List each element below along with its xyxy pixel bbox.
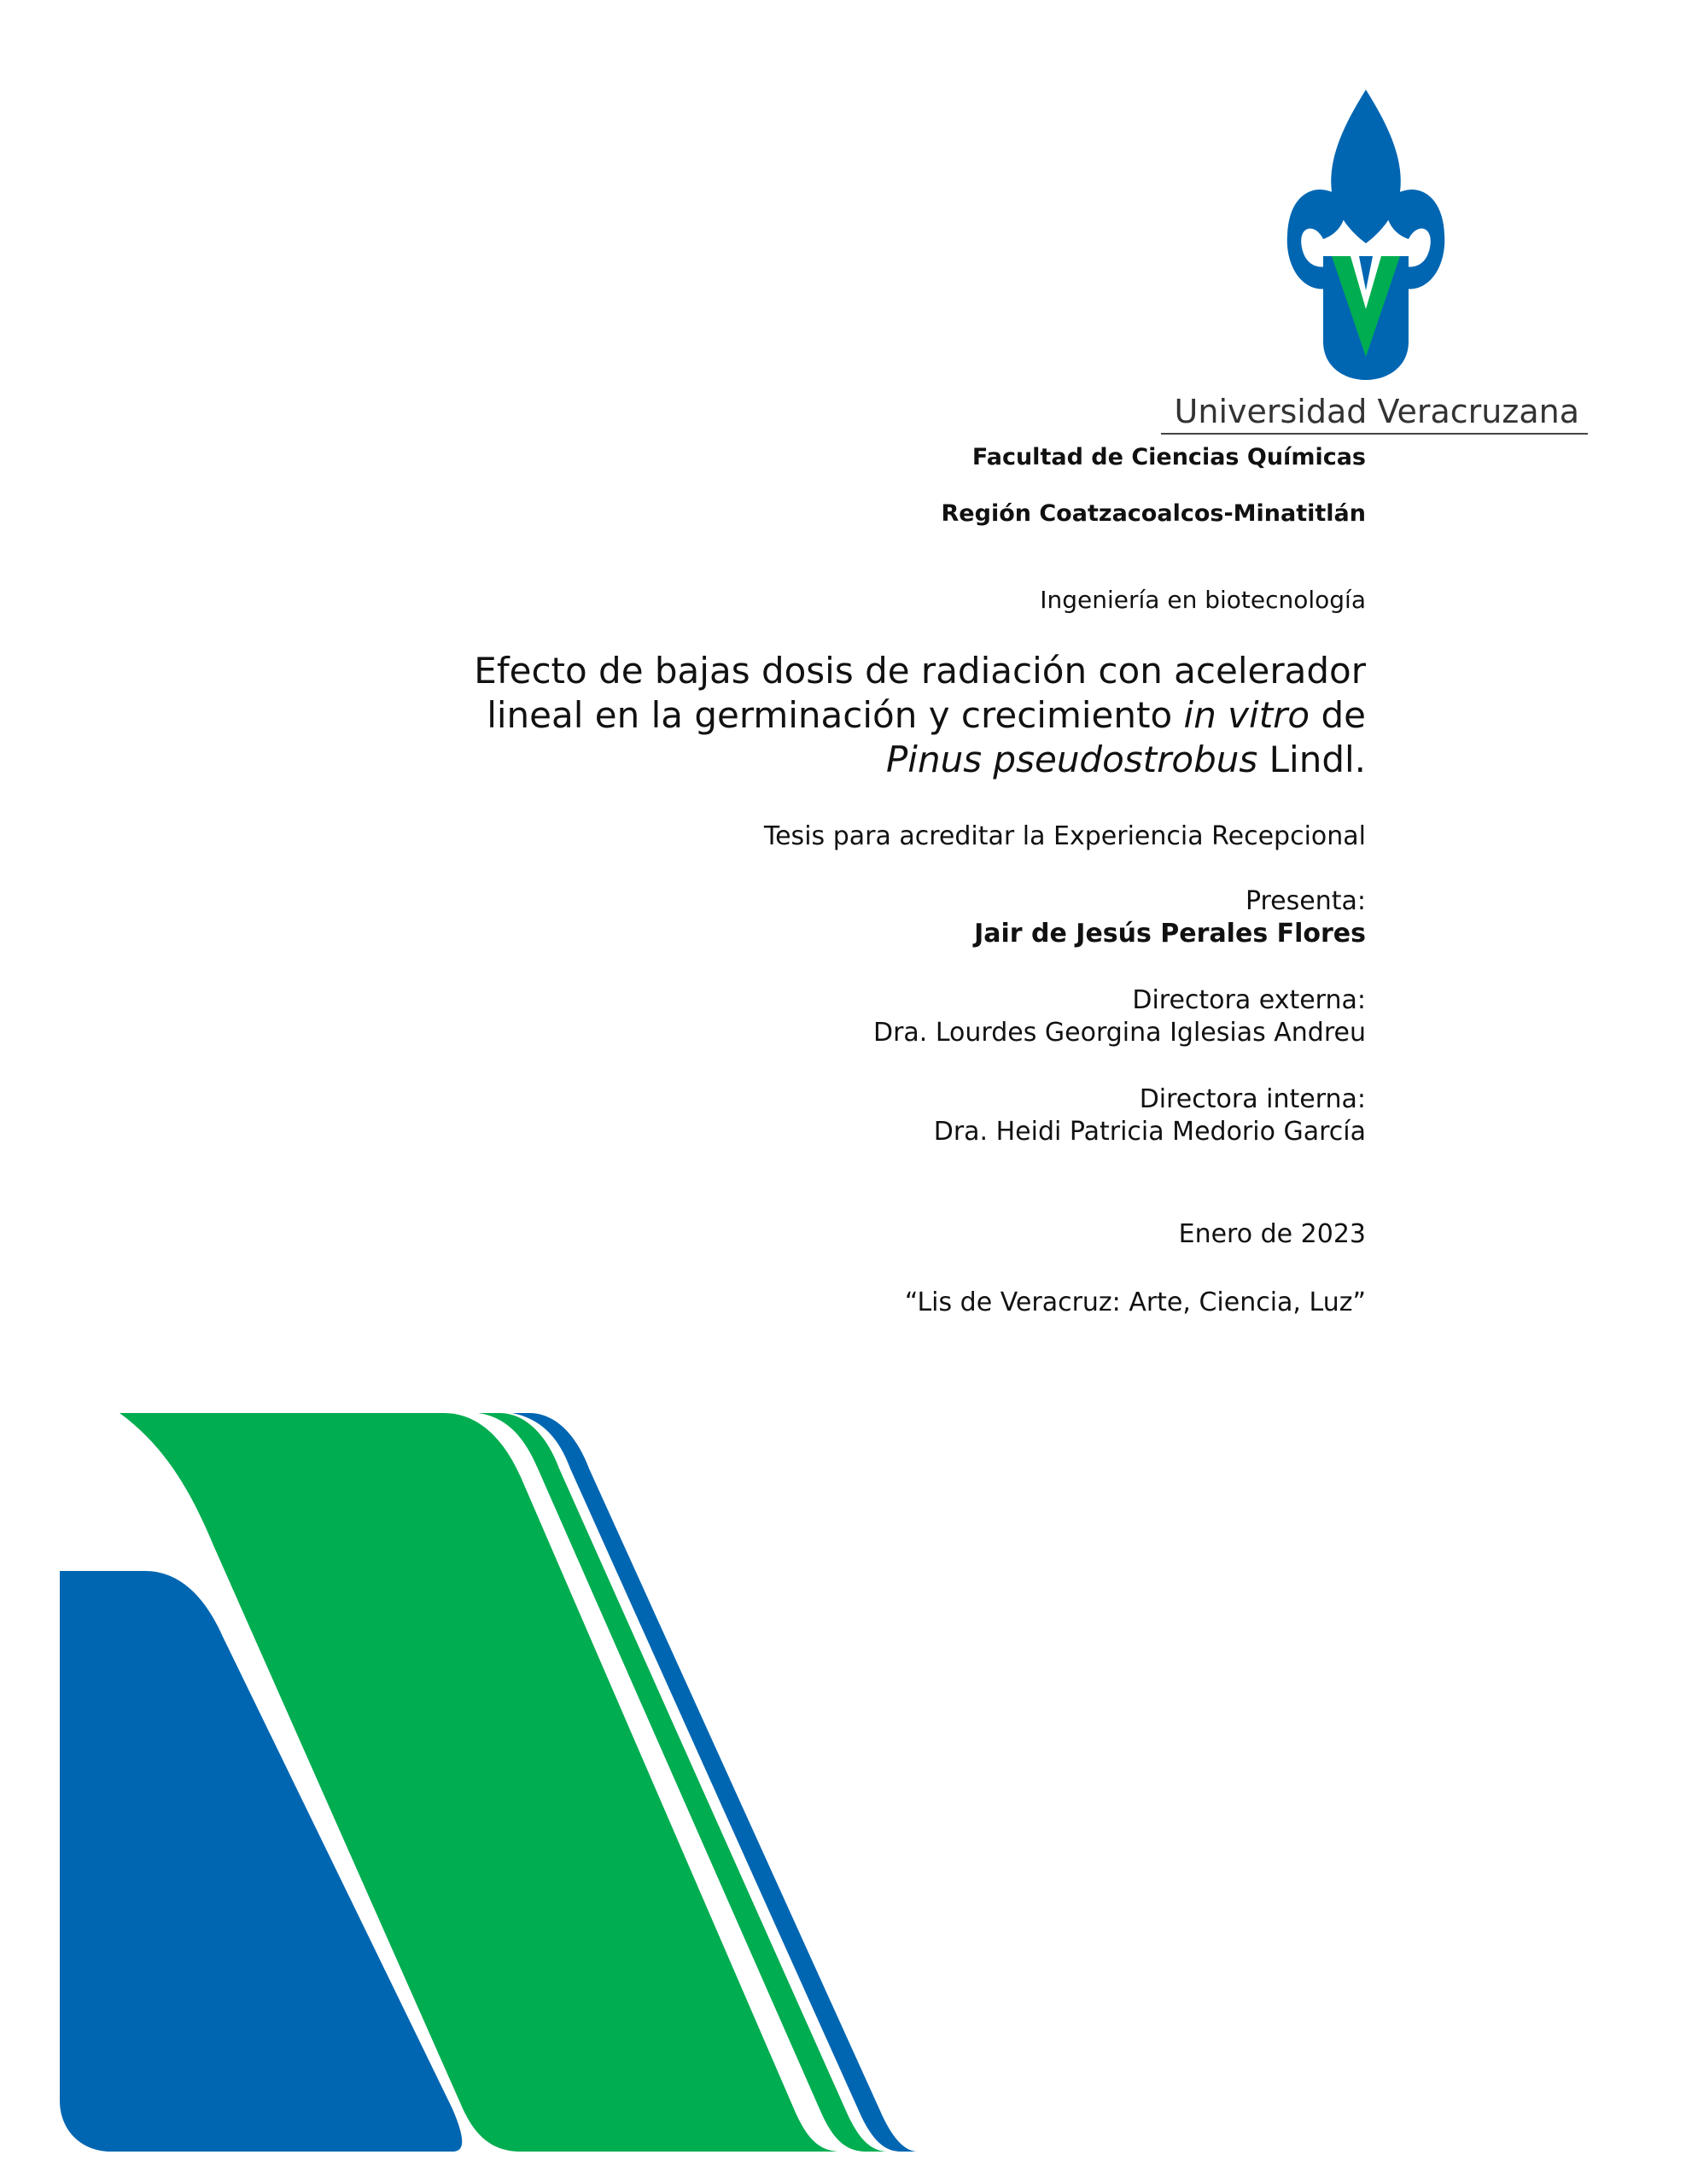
presenter-label: Presenta: bbox=[1245, 886, 1366, 916]
faculty-name: Facultad de Ciencias Químicas bbox=[971, 444, 1366, 470]
internal-director-label: Directora interna: bbox=[1139, 1084, 1366, 1114]
career-name: Ingeniería en biotecnología bbox=[1040, 586, 1366, 614]
title-part-3: Lindl. bbox=[1257, 739, 1366, 780]
region-name: Región Coatzacoalcos-Minatitlán bbox=[941, 500, 1366, 527]
fleur-de-lis-emblem bbox=[1287, 90, 1444, 380]
presenter-name: Jair de Jesús Perales Flores bbox=[974, 919, 1366, 949]
decorative-stripes bbox=[0, 1400, 939, 2184]
internal-director-name: Dra. Heidi Patricia Medorio García bbox=[933, 1117, 1366, 1147]
university-name: Universidad Veracruzana bbox=[1174, 393, 1579, 430]
title-italic-species: Pinus pseudostrobus bbox=[885, 739, 1258, 780]
title-part-1: Efecto de bajas dosis de radiación con acelerador lineal en la germinación y crecimiento bbox=[474, 650, 1366, 736]
university-logo bbox=[1161, 85, 1588, 453]
university-motto: “Lis de Veracruz: Arte, Ciencia, Luz” bbox=[904, 1288, 1366, 1317]
external-director-name: Dra. Lourdes Georgina Iglesias Andreu bbox=[872, 1018, 1366, 1048]
thesis-title bbox=[427, 649, 1366, 782]
thesis-date: Enero de 2023 bbox=[1178, 1219, 1366, 1249]
title-part-2: de bbox=[1310, 694, 1366, 736]
external-director-label: Directora externa: bbox=[1132, 985, 1366, 1015]
title-italic-in-vitro: in vitro bbox=[1183, 694, 1310, 736]
thesis-purpose: Tesis para acreditar la Experiencia Recepcional bbox=[763, 821, 1366, 851]
